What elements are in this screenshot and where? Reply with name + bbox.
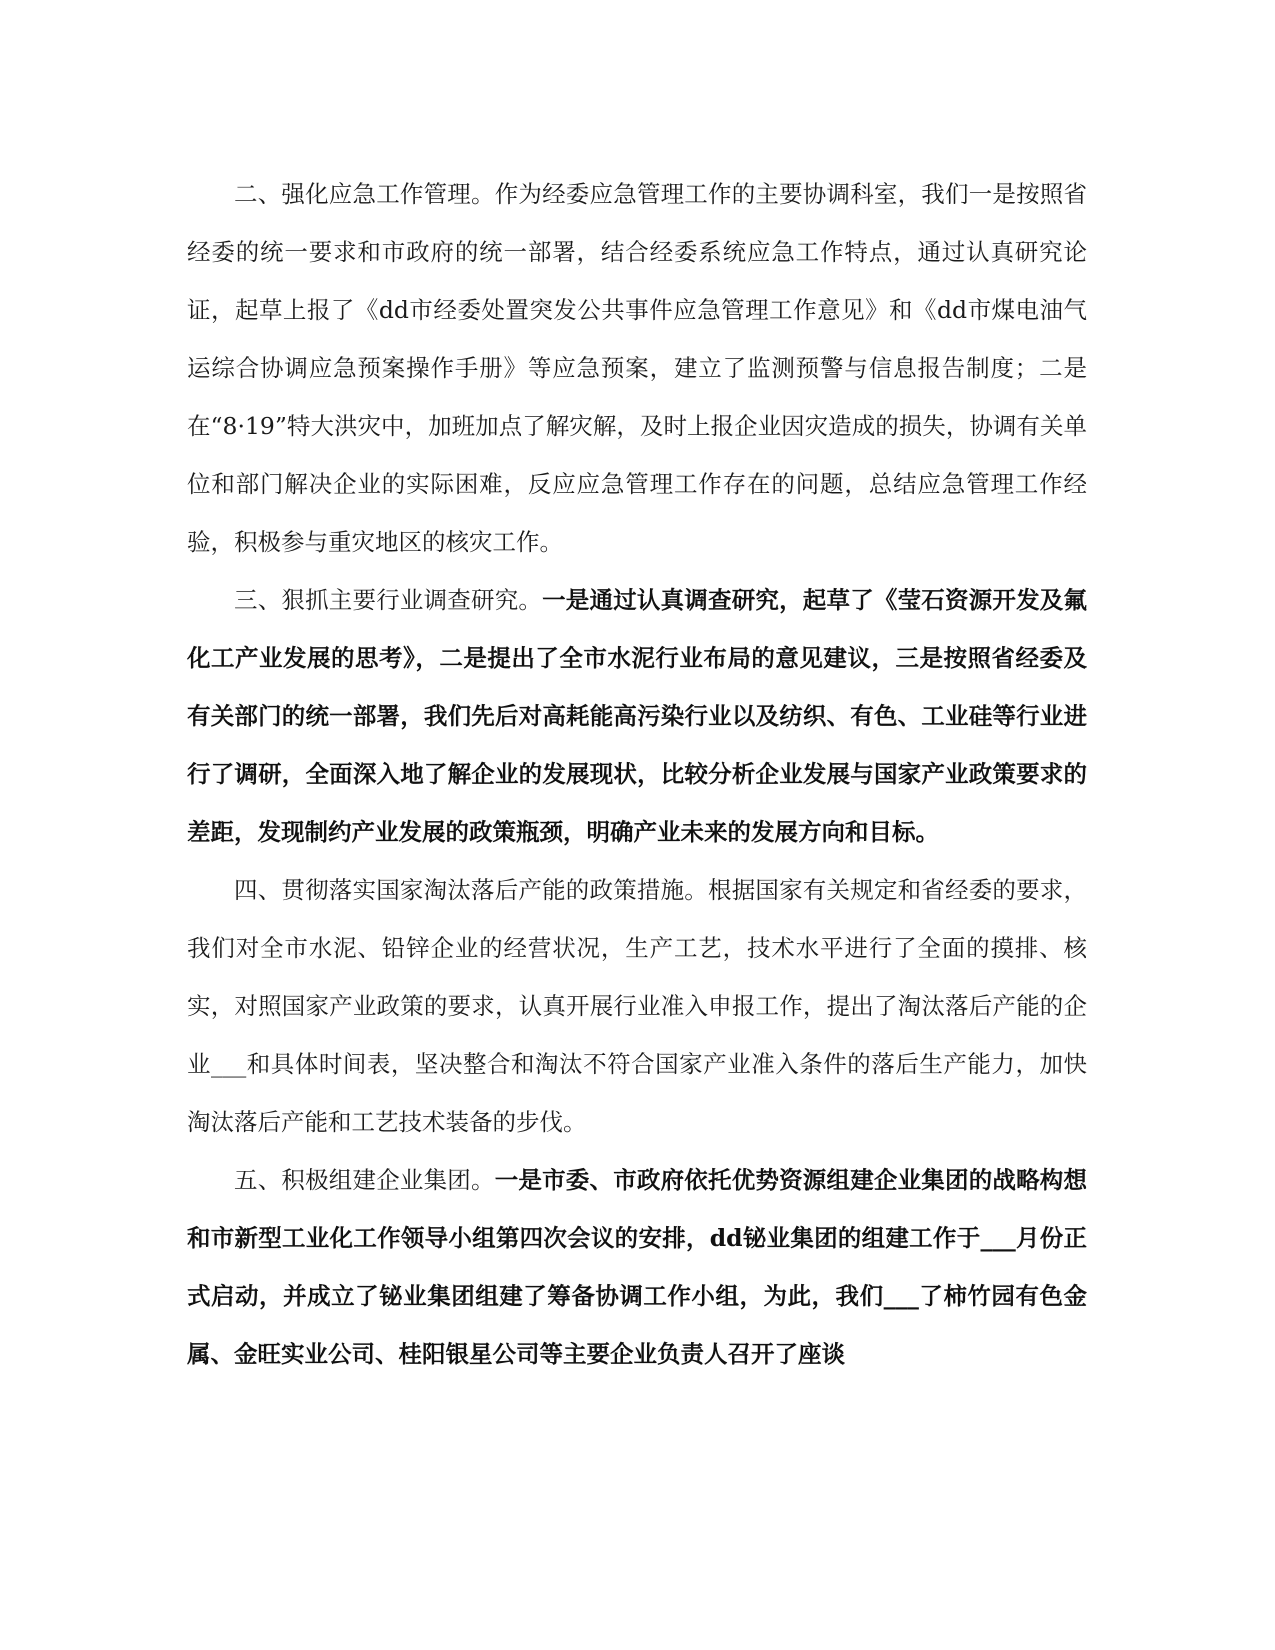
paragraph-body: 一是通过认真调查研究，起草了《莹石资源开发及氟化工产业发展的思考》，二是提出了全市水泥行业布局的意见建议，三是按照省经委及有关部门的统一部署，我们先后对高耗能高污染行业以及纺织、有色、工业硅等行业进行了调研，全面深入地了解企业的发展现状，比较分析企业发展与国家产业政策要求的差距，发现制约产业发展的政策瓶颈，明确产业未来的发展方向和目标。 (187, 586, 1088, 846)
paragraph-lead: 三、狠抓主要行业调查研究。 (234, 586, 543, 614)
paragraph-industry-research (187, 571, 1087, 861)
paragraph-body: 一是市委、市政府依托优势资源组建企业集团的战略构想和市新型工业化工作领导小组第四次会议的安排，dd铋业集团的组建工作于___月份正式启动，并成立了铋业集团组建了筹备协调工作小组，为此，我们___了柿竹园有色金属、金旺实业公司、桂阳银星公司等主要企业负责人召开了座谈 (187, 1166, 1088, 1368)
paragraph-lead: 五、积极组建企业集团。 (234, 1166, 495, 1194)
paragraph-enterprise-group (187, 1151, 1087, 1383)
paragraph-emergency-management (187, 165, 1087, 571)
document-body (187, 165, 1087, 1383)
paragraph-eliminate-capacity (187, 861, 1087, 1151)
paragraph-body: 根据国家有关规定和省经委的要求，我们对全市水泥、铅锌企业的经营状况，生产工艺，技术水平进行了全面的摸排、核实，对照国家产业政策的要求，认真开展行业准入申报工作，提出了淘汰落后产能的企业___和具体时间表，坚决整合和淘汰不符合国家产业准入条件的落后生产能力，加快淘汰落后产能和工艺技术装备的步伐。 (187, 876, 1087, 1136)
paragraph-lead: 四、贯彻落实国家淘汰落后产能的政策措施。 (234, 876, 708, 904)
paragraph-lead: 二、强化应急工作管理。 (234, 180, 495, 208)
paragraph-body: 作为经委应急管理工作的主要协调科室，我们一是按照省经委的统一要求和市政府的统一部署，结合经委系统应急工作特点，通过认真研究论证，起草上报了《dd市经委处置突发公共事件应急管理工作意见》和《dd市煤电油气运综合协调应急预案操作手册》等应急预案，建立了监测预警与信息报告制度；二是在“8·19”特大洪灾中，加班加点了解灾解，及时上报企业因灾造成的损失，协调有关单位和部门解决企业的实际困难，反应应急管理工作存在的问题，总结应急管理工作经验，积极参与重灾地区的核灾工作。 (187, 180, 1088, 556)
